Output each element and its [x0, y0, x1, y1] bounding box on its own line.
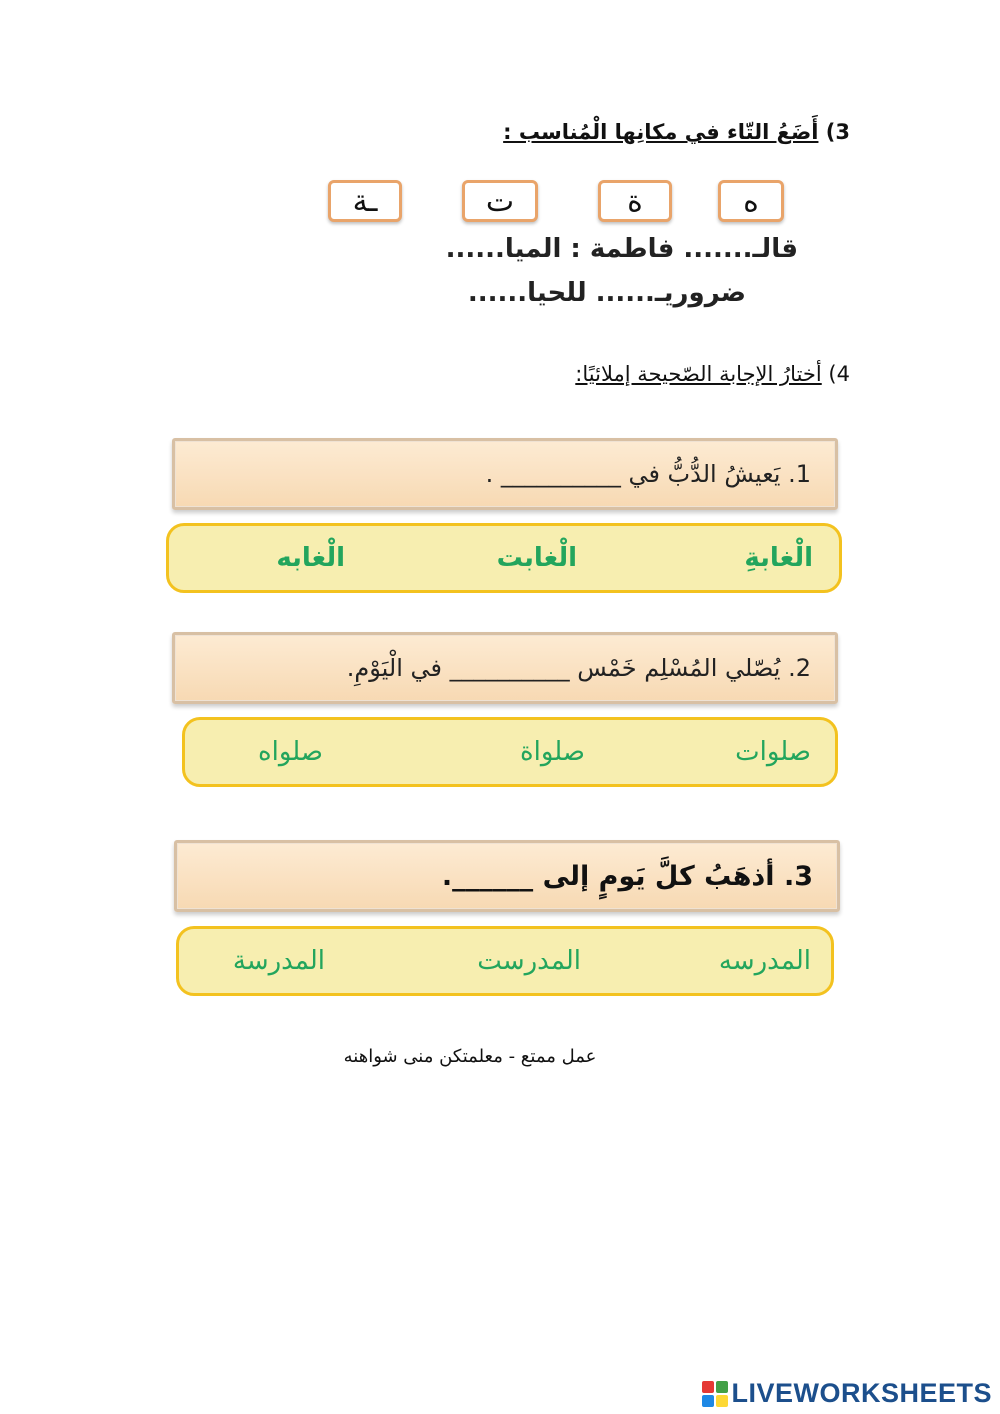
question-3-bar — [174, 840, 840, 912]
option-3b[interactable]: المدرست — [477, 946, 581, 976]
section-3-heading — [503, 120, 850, 144]
option-1a[interactable]: الْغابةِ — [744, 543, 813, 573]
question-1-text: 1. يَعيشُ الدُّبُّ في __________ . — [485, 460, 811, 488]
letter-card: ت — [462, 180, 538, 222]
option-2c[interactable]: صلواه — [258, 737, 323, 767]
footer-note: عمل ممتع - معلمتكن منى شواهنه — [343, 1046, 597, 1067]
section-4-heading — [575, 362, 850, 386]
section-3-number: 3) — [825, 120, 850, 144]
sentence-line-1: قالـ....... فاطمة : الميا...... — [445, 234, 798, 264]
answer-options-2 — [182, 717, 838, 787]
letter-card: ه — [718, 180, 784, 222]
option-2a[interactable]: صلوات — [735, 737, 811, 767]
section-3-title: أَضَعُ التّاء في مكانِها الْمُناسب : — [503, 120, 819, 144]
option-3a[interactable]: المدرسه — [718, 946, 811, 976]
letter-card: ـة — [328, 180, 402, 222]
answer-options-1 — [166, 523, 842, 593]
brand-name: LIVEWORKSHEETS — [731, 1378, 992, 1408]
option-1c[interactable]: الْغابه — [276, 543, 345, 573]
answer-options-3 — [176, 926, 834, 996]
option-2b[interactable]: صلواة — [520, 737, 585, 767]
letter-card: ة — [598, 180, 672, 222]
question-2-bar — [172, 632, 838, 704]
brand-grid-icon — [702, 1381, 728, 1407]
sentence-line-2: ضروريـ...... للحيا...... — [467, 278, 746, 308]
option-1b[interactable]: الْغابت — [496, 543, 577, 573]
question-2-text: 2. يُصّلي المُسْلِم خَمْس __________ في الْيَوْمِ. — [346, 654, 811, 682]
section-4-title: أختارُ الإجابة الصّحيحة إملائيًا: — [575, 362, 822, 386]
question-1-bar — [172, 438, 838, 510]
option-3c[interactable]: المدرسة — [232, 946, 325, 976]
letters-exercise — [322, 170, 808, 320]
brand-logo[interactable] — [702, 1378, 992, 1409]
question-3-text: 3. أذهَبُ كلَّ يَومٍ إلى ______. — [441, 860, 813, 892]
section-4-number: 4) — [828, 362, 850, 386]
